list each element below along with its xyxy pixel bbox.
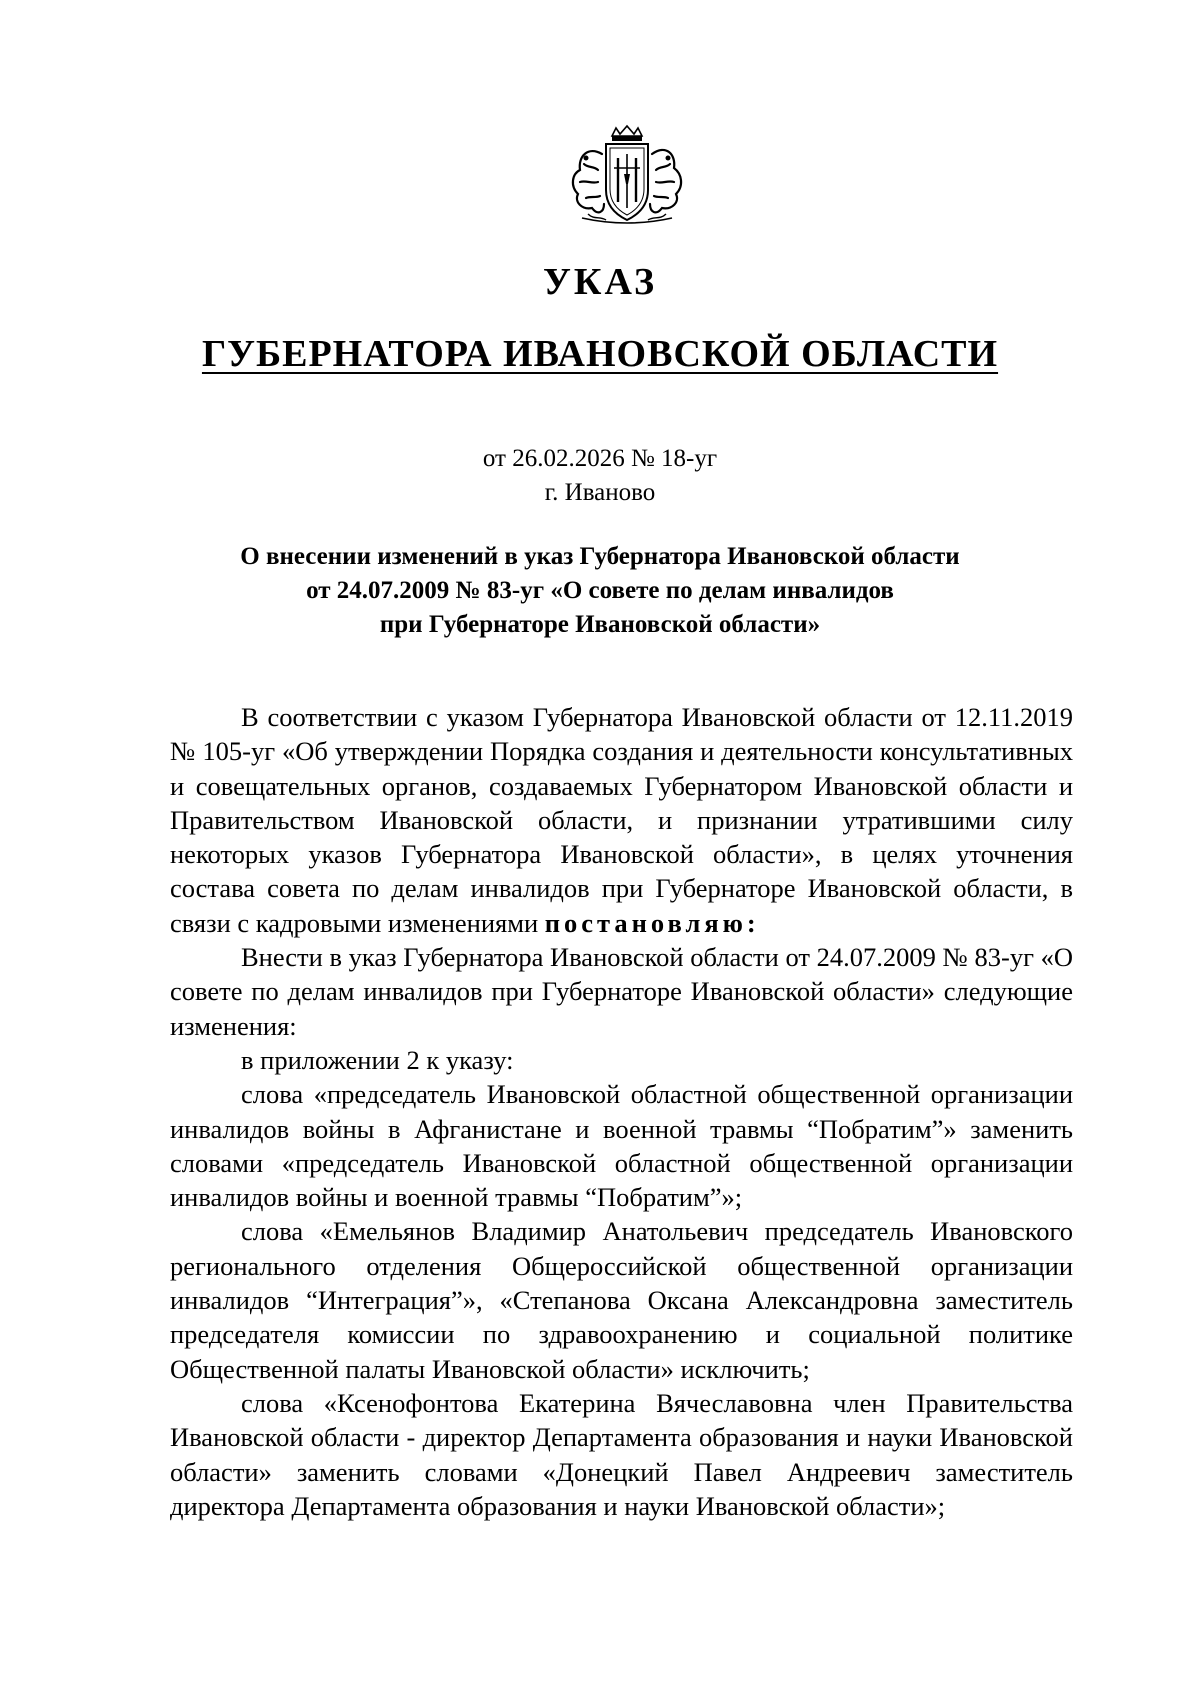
body-paragraph-main: Внести в указ Губернатора Ивановской области от 24.07.2009 № 83-уг «О совете по делам инвалидов при Губернаторе Ивановской области» следующие изменения: [170, 942, 1073, 1041]
subject-line-2: от 24.07.2009 № 83-уг «О совете по делам инвалидов [306, 577, 894, 604]
decree-word: постановляю: [544, 907, 760, 938]
preamble-text: В соответствии с указом Губернатора Ивановской области от 12.11.2019 № 105-уг «Об утверждении Порядка создания и деятельности консультативных и совещательных органов, создаваемых Губернатором Ивановской области и Правительством Ивановской области, и признании утратившими силу некоторых указов Губернатора Ивановской области», в целях уточнения состава совета по делам инвалидов при Губернаторе Ивановской области, в связи с кадровыми изменениями [170, 702, 1073, 938]
document-date-number: от 26.02.2026 № 18-уг [482, 445, 718, 472]
document-city: г. Иваново [544, 479, 656, 506]
document-body [170, 700, 1073, 1523]
coat-of-arms-icon [558, 124, 696, 228]
subject-line-1: О внесении изменений в указ Губернатора Ивановской области [240, 543, 960, 570]
document-subject [200, 540, 1000, 642]
body-paragraph-appendix: в приложении 2 к указу: [241, 1044, 514, 1075]
body-paragraph-change-1: слова «председатель Ивановской областной общественной организации инвалидов войны в Афганистане и военной травмы “Побратим”» заменить словами «председатель Ивановской областной общественной организации инвалидов войны и военной травмы “Побратим”»; [170, 1079, 1073, 1213]
body-paragraph-preamble [170, 700, 1073, 940]
body-paragraph-change-2: слова «Емельянов Владимир Анатольевич председатель Ивановского регионального отделения Общероссийской общественной организации инвалидов “Интеграция”», «Степанова Оксана Александровна заместитель председателя комиссии по здравоохранению и социальной политике Общественной палаты Ивановской области» исключить; [170, 1216, 1073, 1384]
document-type-heading: УКАЗ [543, 261, 657, 303]
subject-line-3: при Губернаторе Ивановской области» [379, 611, 821, 638]
issuer-heading-text: ГУБЕРНАТОРА ИВАНОВСКОЙ ОБЛАСТИ [201, 333, 999, 375]
issuer-heading [0, 332, 1200, 376]
body-paragraph-change-3: слова «Ксенофонтова Екатерина Вячеславовна член Правительства Ивановской области - директор Департамента образования и науки Ивановской области» заменить словами «Донецкий Павел Андреевич заместитель директора Департамента образования и науки Ивановской области»; [170, 1387, 1073, 1521]
